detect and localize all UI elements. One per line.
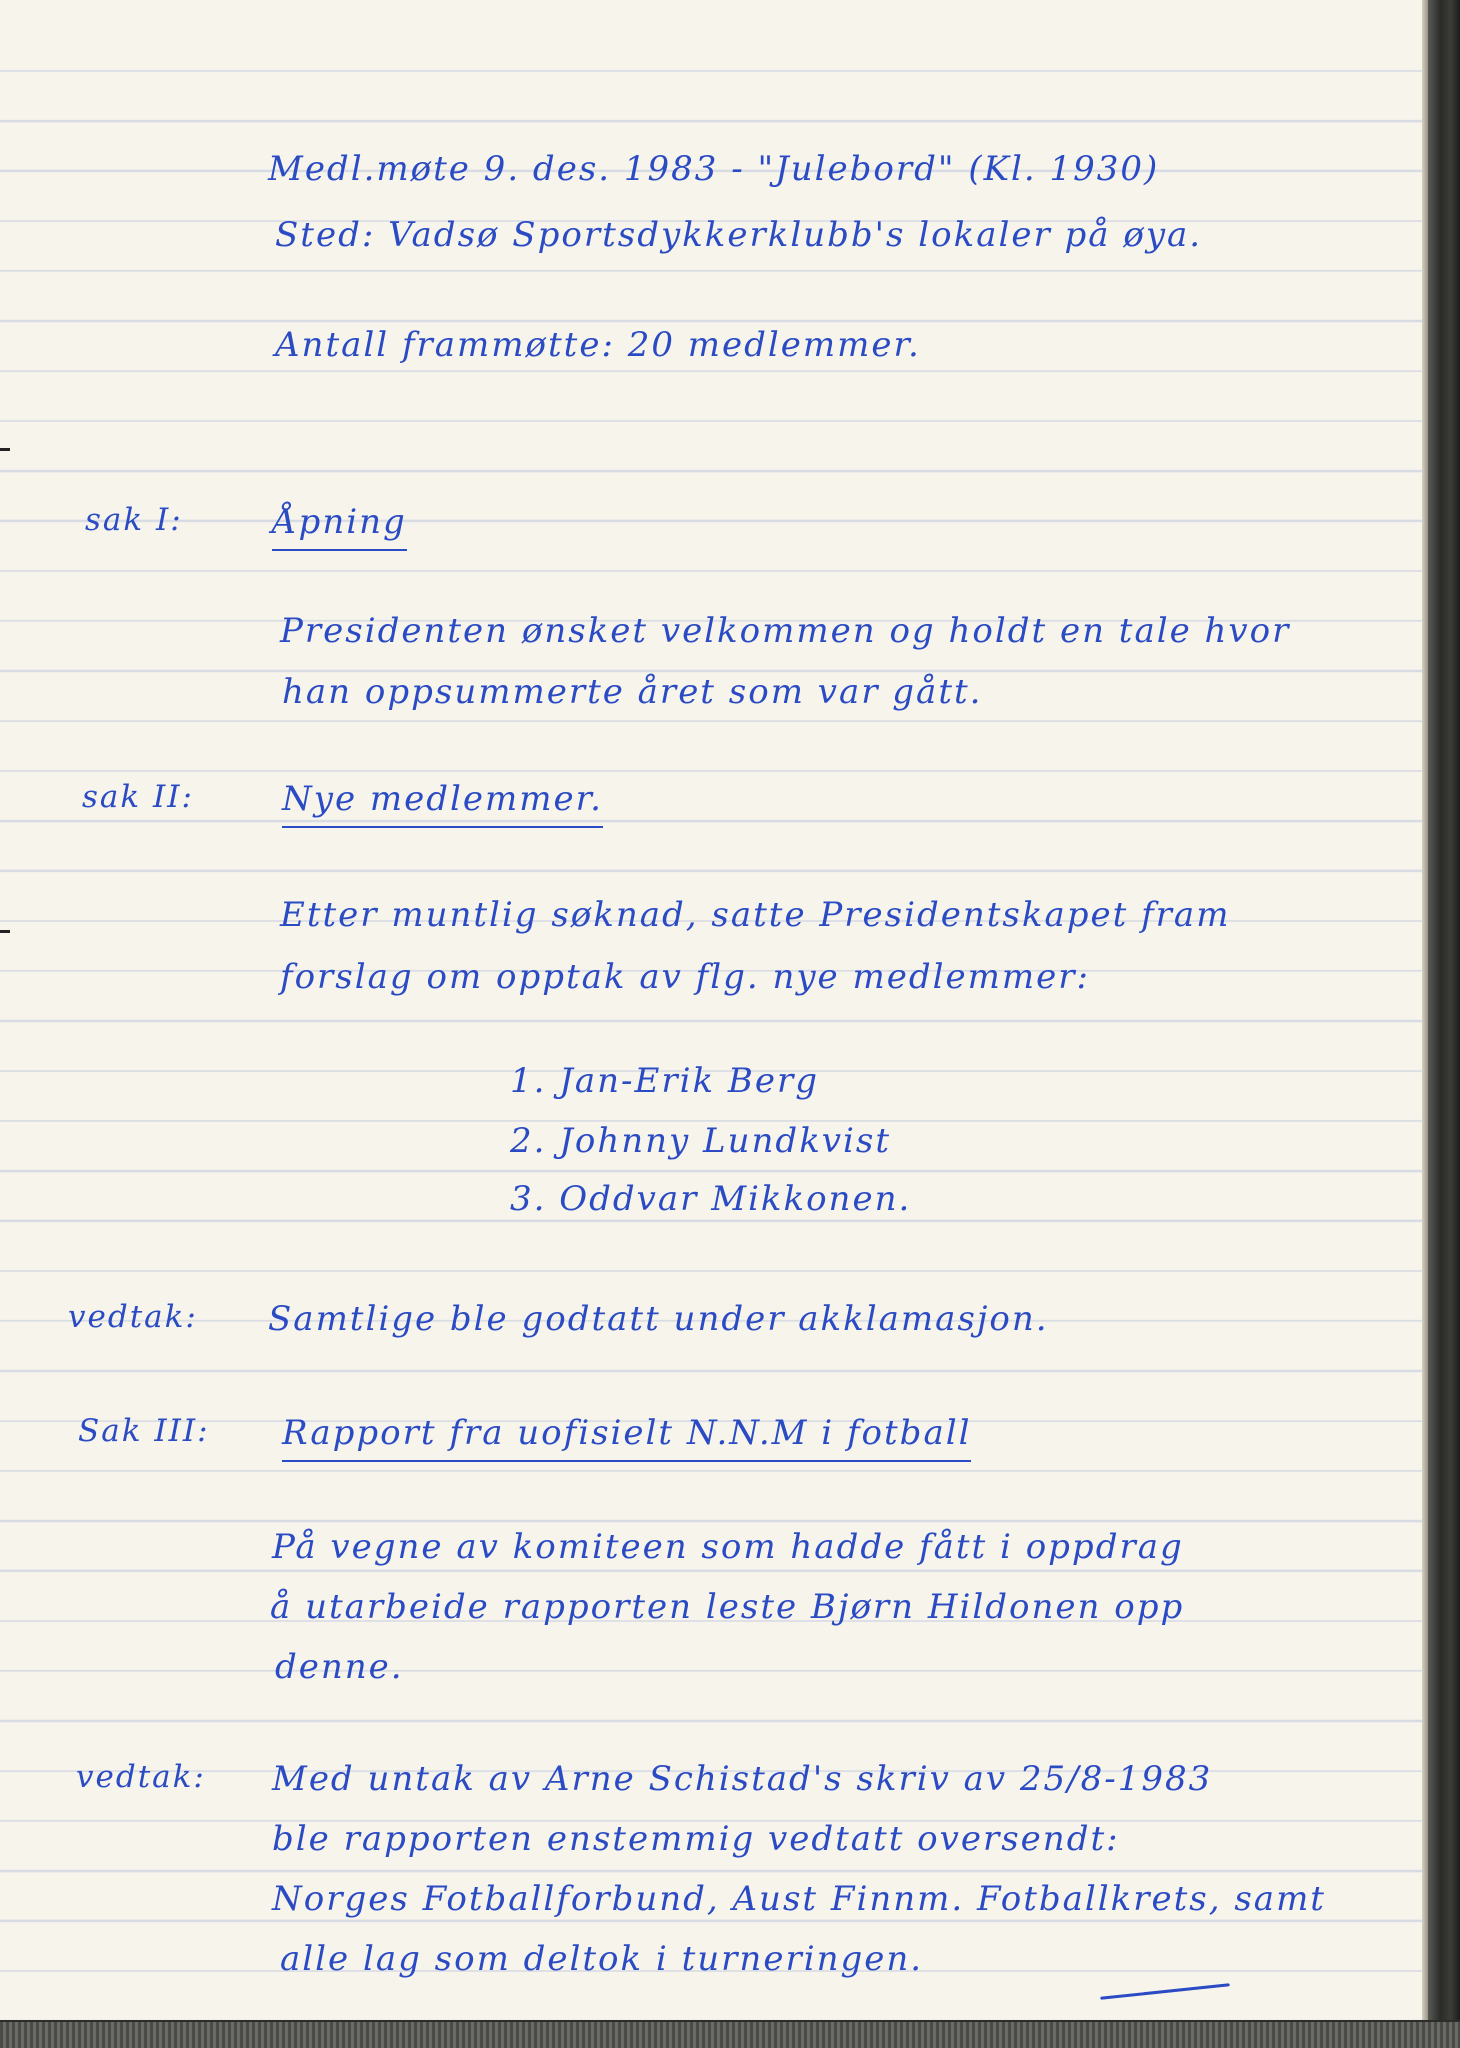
- vedtak-3-text-line: Norges Fotballforbund, Aust Finnm. Fotballkrets, samt: [272, 1879, 1326, 1919]
- notebook-spine: [1428, 0, 1460, 2048]
- sak-2-text-line: Etter muntlig søknad, satte Presidentskapet fram: [280, 895, 1231, 935]
- sak-3-heading: Rapport fra uofisielt N.N.M i fotball: [282, 1416, 971, 1462]
- sak-2-label: sak II:: [82, 779, 194, 815]
- member-list-item: 3. Oddvar Mikkonen.: [510, 1179, 912, 1219]
- sak-1-heading: Åpning: [272, 505, 407, 551]
- sak-2-heading: Nye medlemmer.: [282, 782, 603, 828]
- sak-1-label: sak I:: [85, 502, 183, 538]
- sak-3-text-line: På vegne av komiteen som hadde fått i oppdrag: [272, 1527, 1184, 1567]
- vedtak-3-text-line: alle lag som deltok i turneringen.: [280, 1939, 924, 1979]
- margin-mark: [0, 930, 10, 933]
- member-list-item: 2. Johnny Lundkvist: [510, 1121, 891, 1161]
- vedtak-3-text-line: Med untak av Arne Schistad's skriv av 25/8-1983: [272, 1759, 1213, 1799]
- vedtak-3-text-line: ble rapporten enstemmig vedtatt oversendt:: [272, 1819, 1120, 1859]
- vedtak-2-text: Samtlige ble godtatt under akklamasjon.: [268, 1299, 1049, 1339]
- sak-3-text-line: å utarbeide rapporten leste Bjørn Hildonen opp: [270, 1587, 1185, 1627]
- member-list-item: 1. Jan-Erik Berg: [510, 1061, 820, 1101]
- sak-3-label: Sak III:: [78, 1413, 210, 1449]
- vedtak-2-label: vedtak:: [68, 1299, 198, 1335]
- attendance: Antall frammøtte: 20 medlemmer.: [275, 325, 921, 365]
- notebook-bottom-edge: [0, 2020, 1460, 2048]
- meeting-location: Sted: Vadsø Sportsdykkerklubb's lokaler på øya.: [275, 215, 1203, 255]
- sak-3-text-line: denne.: [275, 1647, 404, 1687]
- closing-flourish: [1100, 1983, 1230, 2000]
- vedtak-3-label: vedtak:: [76, 1759, 206, 1795]
- sak-1-text-line: han oppsummerte året som var gått.: [282, 672, 983, 712]
- sak-2-text-line: forslag om opptak av flg. nye medlemmer:: [280, 957, 1090, 997]
- sak-1-text-line: Presidenten ønsket velkommen og holdt en tale hvor: [280, 611, 1291, 651]
- meeting-title: Medl.møte 9. des. 1983 - "Julebord" (Kl. 1930): [268, 149, 1160, 189]
- margin-mark: [0, 448, 10, 451]
